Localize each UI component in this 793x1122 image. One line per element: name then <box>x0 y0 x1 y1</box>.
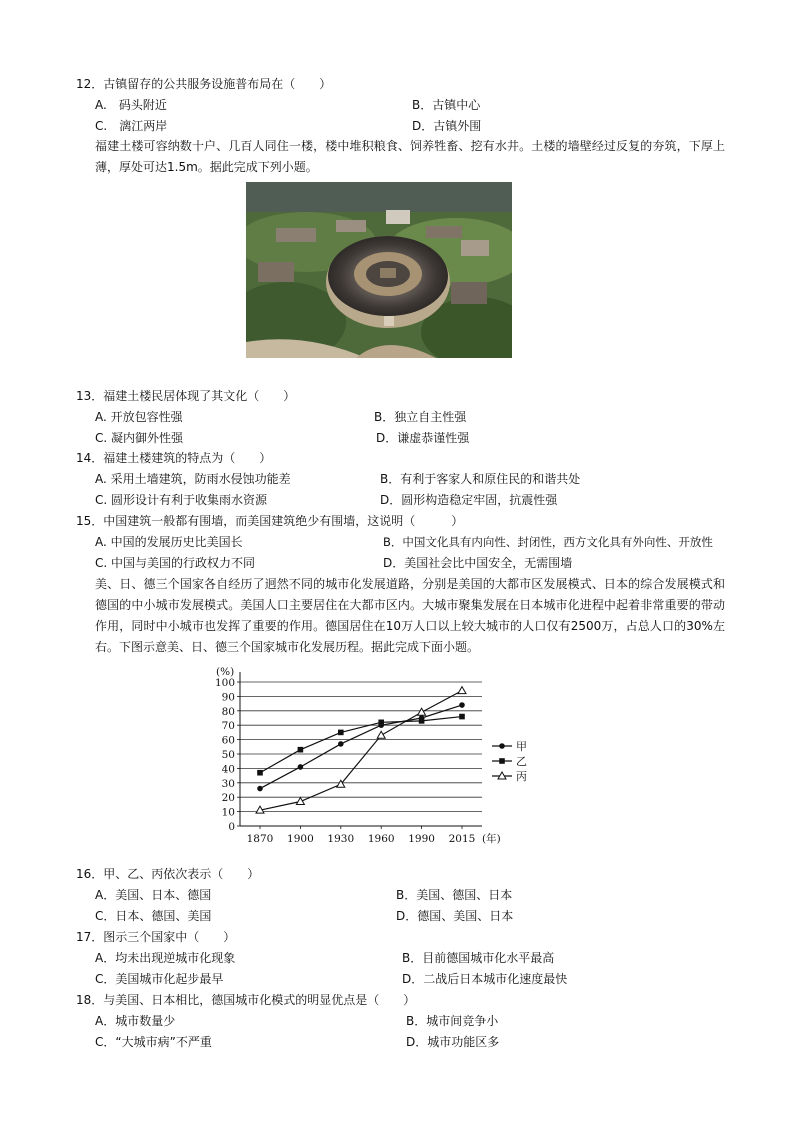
q18-option-b: B．城市间竞争小 <box>406 1014 499 1028</box>
q16-option-a: A．美国、日本、德国 <box>95 888 212 902</box>
x-tick-label: 1930 <box>327 833 355 845</box>
q12-option-a: A. 码头附近 <box>95 98 167 112</box>
q17-option-a: A．均未出现逆城市化现象 <box>95 951 236 965</box>
y-tick-label: 70 <box>221 720 235 733</box>
data-point-circle <box>257 786 263 792</box>
data-point-triangle <box>418 708 426 715</box>
y-tick-label: 20 <box>221 792 235 805</box>
tulou-aerial-photo <box>246 182 512 358</box>
q12-option-c: C. 漓江两岸 <box>95 119 168 133</box>
y-tick-label: 40 <box>221 763 235 776</box>
data-point-circle <box>459 702 465 708</box>
q13-stem: 13．福建土楼民居体现了其文化（ ） <box>76 389 296 403</box>
legend-marker-square <box>499 758 505 764</box>
y-tick-label: 0 <box>228 821 235 833</box>
data-point-square <box>419 718 425 724</box>
q12-stem: 12．古镇留存的公共服务设施普布局在（ ） <box>76 77 332 91</box>
y-tick-label: 80 <box>221 705 235 718</box>
data-point-square <box>459 714 465 720</box>
q14-option-b: B．有利于客家人和原住民的和谐共处 <box>380 472 581 486</box>
q12-option-d: D．古镇外围 <box>412 119 482 133</box>
q16-option-c: C．日本、德国、美国 <box>95 909 212 923</box>
q14-option-d: D．圆形构造稳定牢固，抗震性强 <box>380 493 558 507</box>
q18-option-a: A．城市数量少 <box>95 1014 176 1028</box>
legend-label: 甲 <box>516 740 527 753</box>
q14-option-a: A. 采用土墙建筑，防雨水侵蚀功能差 <box>95 472 291 486</box>
y-tick-label: 30 <box>221 777 235 790</box>
q14-stem: 14．福建土楼建筑的特点为（ ） <box>76 451 272 465</box>
x-tick-label: 1870 <box>246 833 274 845</box>
q13-option-d: D．谦虚恭谨性强 <box>376 431 470 445</box>
q16-option-b: B．美国、德国、日本 <box>396 888 513 902</box>
data-point-square <box>338 730 344 736</box>
q18-option-d: D．城市功能区多 <box>406 1035 500 1049</box>
q15-option-c: C. 中国与美国的行政权力不同 <box>95 556 256 570</box>
data-point-square <box>257 770 263 776</box>
x-tick-label: 2015 <box>448 833 476 845</box>
data-point-square <box>378 720 384 726</box>
legend-marker-circle <box>499 743 505 749</box>
series-line-triangle <box>260 691 462 811</box>
q17-option-b: B．目前德国城市化水平最高 <box>402 951 555 965</box>
data-point-triangle <box>377 731 385 738</box>
q17-option-d: D．二战后日本城市化速度最快 <box>402 972 568 986</box>
data-point-triangle <box>296 798 304 805</box>
urbanization-line-chart <box>210 664 540 848</box>
data-point-square <box>298 747 304 753</box>
q12-option-b: B．古镇中心 <box>412 98 481 112</box>
q18-option-c: C．“大城市病”不严重 <box>95 1035 212 1049</box>
q15-option-a: A. 中国的发展历史比美国长 <box>95 535 243 549</box>
data-point-circle <box>298 764 304 770</box>
series-line-circle <box>260 705 462 789</box>
x-tick-label: 1900 <box>287 833 314 845</box>
passage-tulou: 福建土楼可容纳数十户、几百人同住一楼，楼中堆积粮食、饲养牲畜、挖有水井。土楼的墙壁经过反复的夯筑，下厚上薄，厚处可达1.5m。据此完成下列小题。 <box>95 139 725 174</box>
y-tick-label: 100 <box>214 677 235 689</box>
legend-label: 乙 <box>516 755 527 768</box>
x-tick-label: 1960 <box>367 833 395 845</box>
passage-urbanization: 美、日、德三个国家各自经历了迥然不同的城市化发展道路，分别是美国的大都市区发展模式、日本的综合发展模式和德国的中小城市发展模式。美国人口主要居住在大都市区内。大城市聚集发展在日本城市化进程中起着非常重要的带动作用，同时中小城市也发挥了重要的作用。德国居住在10万人口以上较大城市的人口仅有2500万，占总人口的30%左右。下图示意美、日、德三个国家城市化发展历程。据此完成下面小题。 <box>95 577 725 654</box>
q13-option-c: C. 凝内御外性强 <box>95 431 184 445</box>
y-tick-label: 50 <box>221 749 235 761</box>
legend-label: 丙 <box>516 770 527 783</box>
q16-stem: 16．甲、乙、丙依次表示（ ） <box>76 867 260 881</box>
q17-option-c: C．美国城市化起步最早 <box>95 972 224 986</box>
y-tick-label: 90 <box>221 691 235 704</box>
q17-stem: 17．图示三个国家中（ ） <box>76 930 236 944</box>
q14-option-c: C. 圆形设计有利于收集雨水资源 <box>95 493 268 507</box>
urbanization-chart <box>210 664 540 848</box>
x-tick-label: 1990 <box>408 833 435 845</box>
q16-option-d: D．德国、美国、日本 <box>396 909 514 923</box>
x-axis-label: (年) <box>482 833 501 845</box>
q15-stem: 15．中国建筑一般都有围墙，而美国建筑绝少有围墙，这说明（ ） <box>76 514 464 528</box>
y-tick-label: 60 <box>221 734 235 747</box>
y-tick-label: 10 <box>221 806 235 819</box>
q15-option-b: B．中国文化具有内向性、封闭性，西方文化具有外向性、开放性 <box>383 535 713 549</box>
q13-option-a: A. 开放包容性强 <box>95 410 183 424</box>
data-point-triangle <box>458 687 466 694</box>
q13-option-b: B．独立自主性强 <box>374 410 467 424</box>
data-point-circle <box>338 741 344 747</box>
y-axis-label: (%) <box>216 666 235 678</box>
q15-option-d: D．美国社会比中国安全，无需围墙 <box>383 556 573 570</box>
q18-stem: 18．与美国、日本相比，德国城市化模式的明显优点是（ ） <box>76 993 416 1007</box>
